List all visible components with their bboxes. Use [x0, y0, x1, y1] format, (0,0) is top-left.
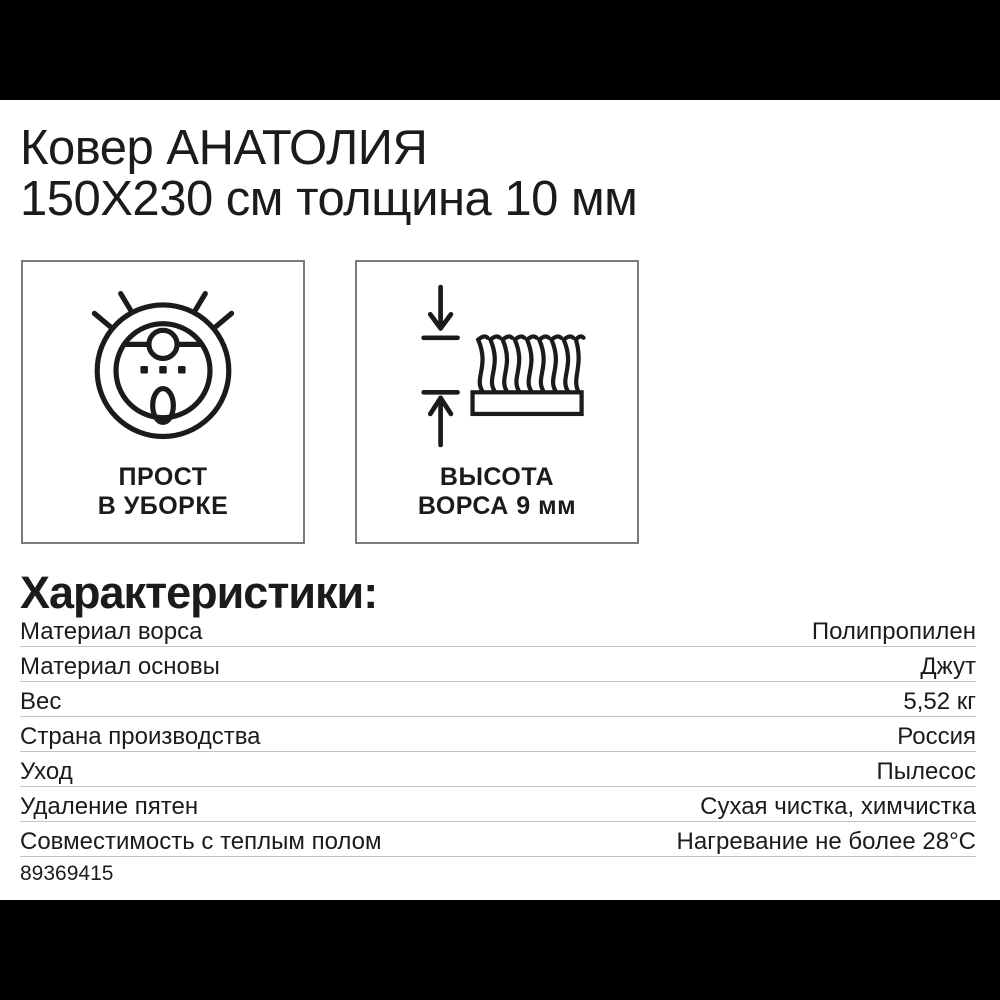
pile-height-icon	[399, 272, 595, 460]
spec-label: Страна производства	[20, 723, 261, 750]
spec-label: Материал основы	[20, 653, 220, 680]
spec-value: Полипропилен	[811, 618, 976, 645]
spec-label: Совместимость с теплым полом	[20, 828, 382, 855]
product-title-line2: 150X230 см толщина 10 мм	[20, 172, 638, 226]
spec-row-weight	[20, 682, 976, 717]
product-card	[0, 100, 1000, 900]
product-title	[20, 123, 976, 225]
feature-badges	[21, 260, 976, 544]
product-title-line1: Ковер АНАТОЛИЯ	[20, 121, 428, 175]
spec-value: Пылесос	[876, 758, 976, 785]
spec-row-underfloor-heating	[20, 822, 976, 857]
top-letterbox-bar	[0, 0, 1000, 100]
robot-vacuum-icon	[65, 272, 261, 460]
badge-easy-cleaning-label: ПРОСТ В УБОРКЕ	[97, 463, 229, 520]
badge-pile-height	[355, 260, 639, 544]
spec-row-country	[20, 717, 976, 752]
spec-value: 5,52 кг	[903, 688, 976, 715]
specs-heading: Характеристики:	[20, 567, 378, 618]
spec-row-stain-removal	[20, 787, 976, 822]
spec-row-care	[20, 752, 976, 787]
spec-row-pile-material	[20, 619, 976, 647]
spec-label: Удаление пятен	[20, 793, 199, 820]
spec-label: Уход	[20, 758, 73, 785]
spec-row-base-material	[20, 647, 976, 682]
spec-value: Россия	[897, 723, 976, 750]
spec-value: Джут	[920, 653, 976, 680]
specs-table	[20, 619, 976, 857]
badge-easy-cleaning	[21, 260, 305, 544]
bottom-letterbox-bar	[0, 900, 1000, 1000]
spec-value: Нагревание не более 28°C	[676, 828, 976, 855]
badge-pile-height-label: ВЫСОТА ВОРСА 9 мм	[417, 463, 577, 520]
article-number: 89369415	[20, 862, 114, 885]
spec-label: Вес	[20, 688, 62, 715]
spec-value: Сухая чистка, химчистка	[700, 793, 976, 820]
spec-label: Материал ворса	[20, 618, 203, 645]
